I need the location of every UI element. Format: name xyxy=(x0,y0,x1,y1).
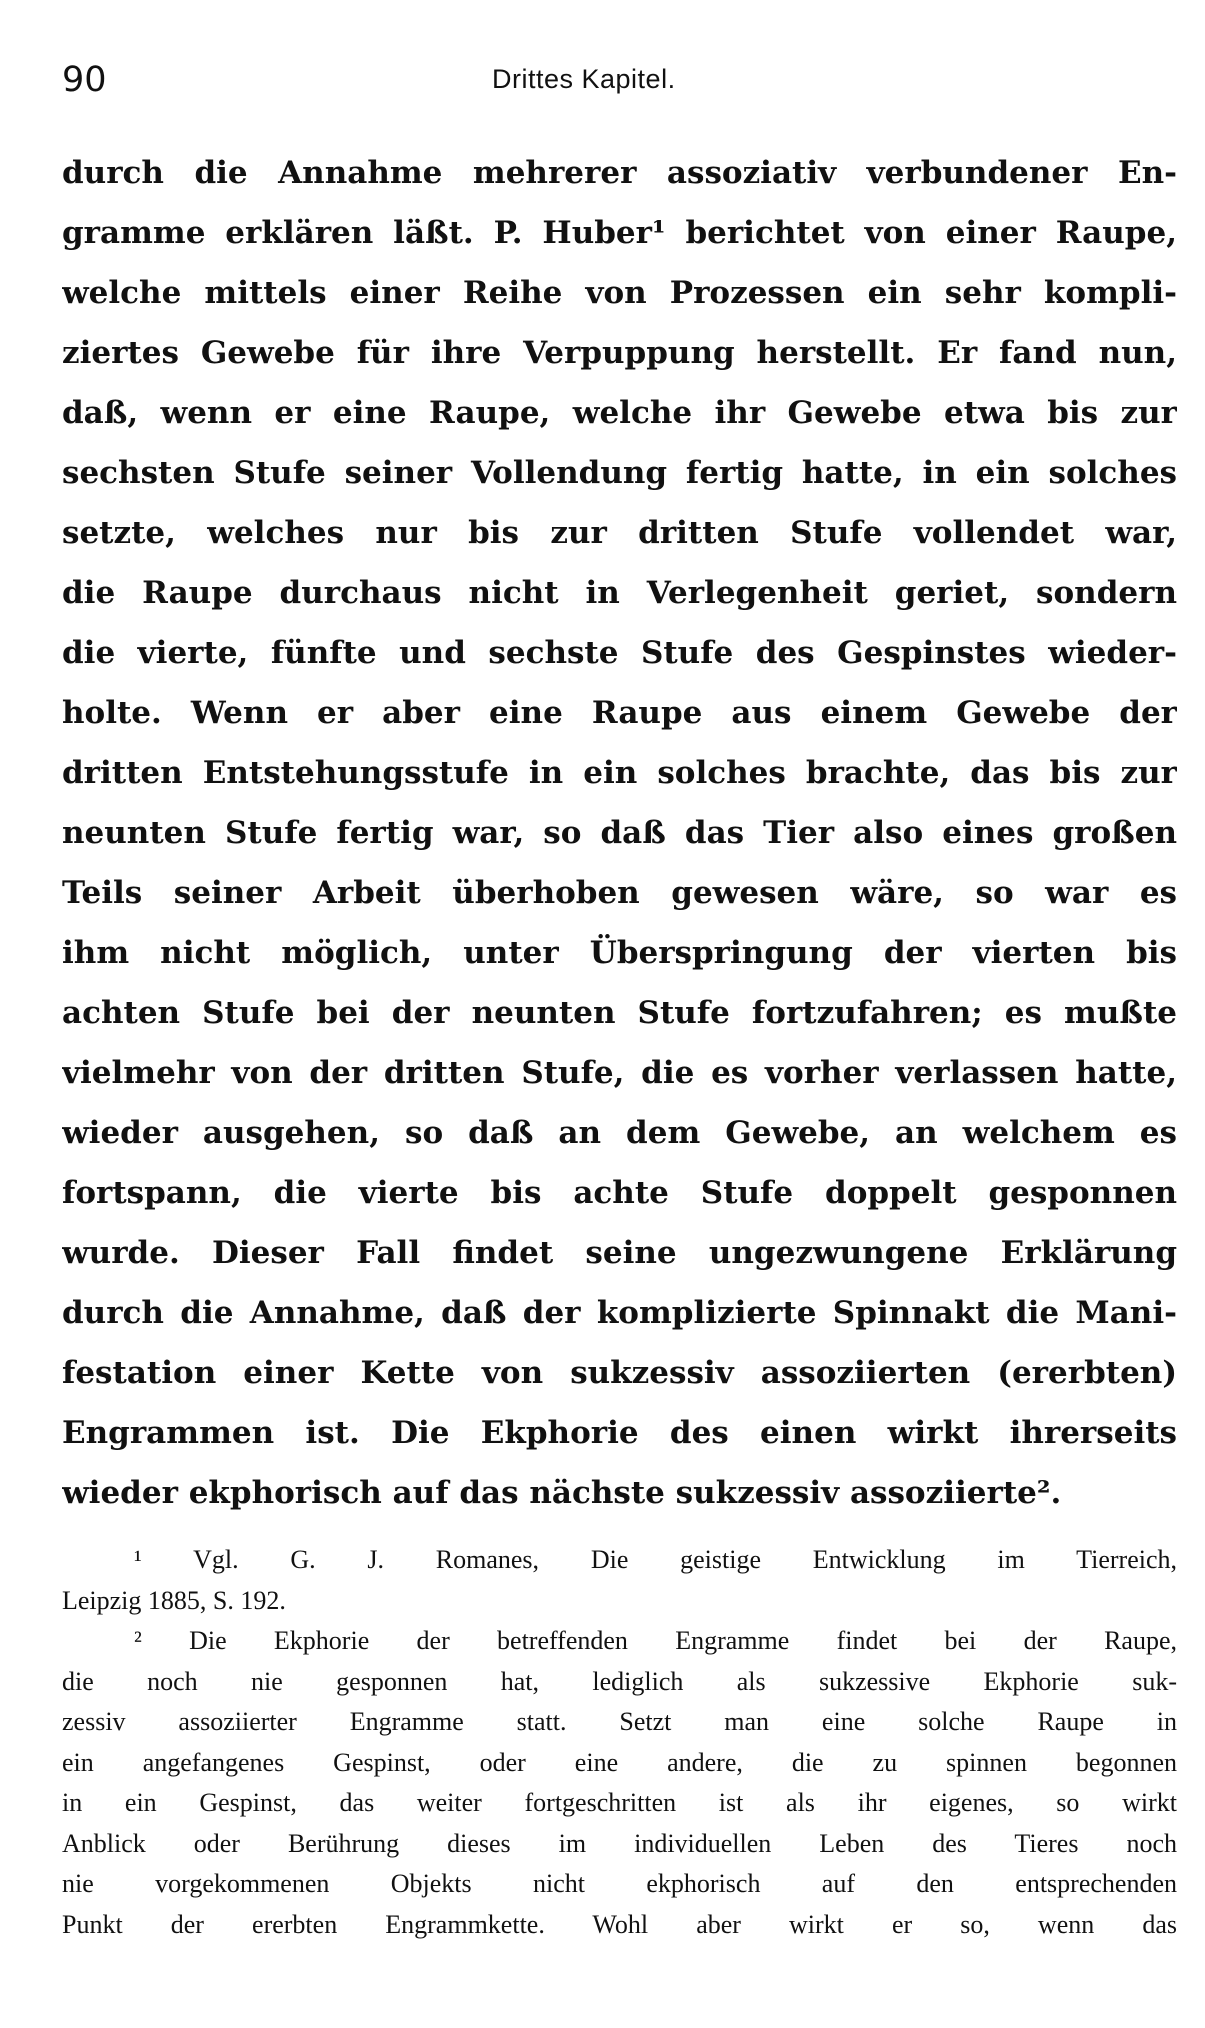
text-line: sechsten Stufe seiner Vollendung fertig hatte, in ein solches xyxy=(62,455,1177,491)
text-line: durch die Annahme, daß der komplizierte Spinnakt die Mani- xyxy=(62,1295,1177,1331)
footnote-2-line: ² Die Ekphorie der betreffenden Engramme findet bei der Raupe, xyxy=(134,1626,1177,1655)
footnote-1-line: ¹ Vgl. G. J. Romanes, Die geistige Entwicklung im Tierreich, xyxy=(134,1545,1177,1574)
footnote-1-line: Leipzig 1885, S. 192. xyxy=(62,1585,286,1615)
page-number: 90 xyxy=(62,60,107,100)
text-line: vielmehr von der dritten Stufe, die es vorher verlassen hatte, xyxy=(62,1055,1177,1091)
running-title: Drittes Kapitel. xyxy=(492,64,676,94)
text-line: fortspann, die vierte bis achte Stufe doppelt gesponnen xyxy=(62,1175,1177,1211)
text-line: daß, wenn er eine Raupe, welche ihr Gewebe etwa bis zur xyxy=(62,395,1177,431)
footnote-2-line: die noch nie gesponnen hat, lediglich als sukzessive Ekphorie suk- xyxy=(62,1666,1177,1696)
text-line: welche mittels einer Reihe von Prozessen ein sehr kompli- xyxy=(62,275,1177,311)
text-line: wurde. Dieser Fall findet seine ungezwungene Erklärung xyxy=(62,1235,1177,1271)
text-line: wieder ausgehen, so daß an dem Gewebe, an welchem es xyxy=(62,1115,1177,1151)
page-header xyxy=(62,60,1177,110)
text-line: ziertes Gewebe für ihre Verpuppung herstellt. Er fand nun, xyxy=(62,335,1177,371)
footnote-2-line: zessiv assoziierter Engramme statt. Setzt man eine solche Raupe in xyxy=(62,1707,1177,1736)
footnote-2-line: nie vorgekommenen Objekts nicht ekphorisch auf den entsprechenden xyxy=(62,1869,1177,1898)
text-line: holte. Wenn er aber eine Raupe aus einem Gewebe der xyxy=(62,695,1177,731)
text-line: Engrammen ist. Die Ekphorie des einen wirkt ihrerseits xyxy=(62,1415,1177,1451)
text-line: achten Stufe bei der neunten Stufe fortzufahren; es mußte xyxy=(62,995,1177,1031)
text-line: durch die Annahme mehrerer assoziativ verbundener En- xyxy=(62,155,1177,191)
text-line: neunten Stufe fertig war, so daß das Tier also eines großen xyxy=(62,815,1177,851)
text-line: gramme erklären läßt. P. Huber¹ berichtet von einer Raupe, xyxy=(62,215,1177,251)
footnotes xyxy=(62,1540,1177,1945)
text-line: die vierte, fünfte und sechste Stufe des Gespinstes wieder- xyxy=(62,635,1177,671)
text-line: Teils seiner Arbeit überhoben gewesen wäre, so war es xyxy=(62,875,1177,911)
text-line: festation einer Kette von sukzessiv assoziierten (ererbten) xyxy=(62,1355,1177,1391)
text-line: ihm nicht möglich, unter Überspringung der vierten bis xyxy=(62,935,1177,971)
text-line: setzte, welches nur bis zur dritten Stufe vollendet war, xyxy=(62,515,1177,551)
footnote-2-line: Anblick oder Berührung dieses im individuellen Leben des Tieres noch xyxy=(62,1828,1177,1858)
footnote-2-line: ein angefangenes Gespinst, oder eine andere, die zu spinnen begonnen xyxy=(62,1747,1177,1777)
main-text xyxy=(62,143,1177,1523)
text-line: dritten Entstehungsstufe in ein solches brachte, das bis zur xyxy=(62,755,1177,791)
text-line: die Raupe durchaus nicht in Verlegenheit geriet, sondern xyxy=(62,575,1177,611)
footnote-2-line: Punkt der ererbten Engrammkette. Wohl aber wirkt er so, wenn das xyxy=(62,1909,1177,1939)
text-line: wieder ekphorisch auf das nächste sukzessiv assoziierte². xyxy=(62,1475,1062,1511)
footnote-2-line: in ein Gespinst, das weiter fortgeschritten ist als ihr eigenes, so wirkt xyxy=(62,1788,1177,1817)
